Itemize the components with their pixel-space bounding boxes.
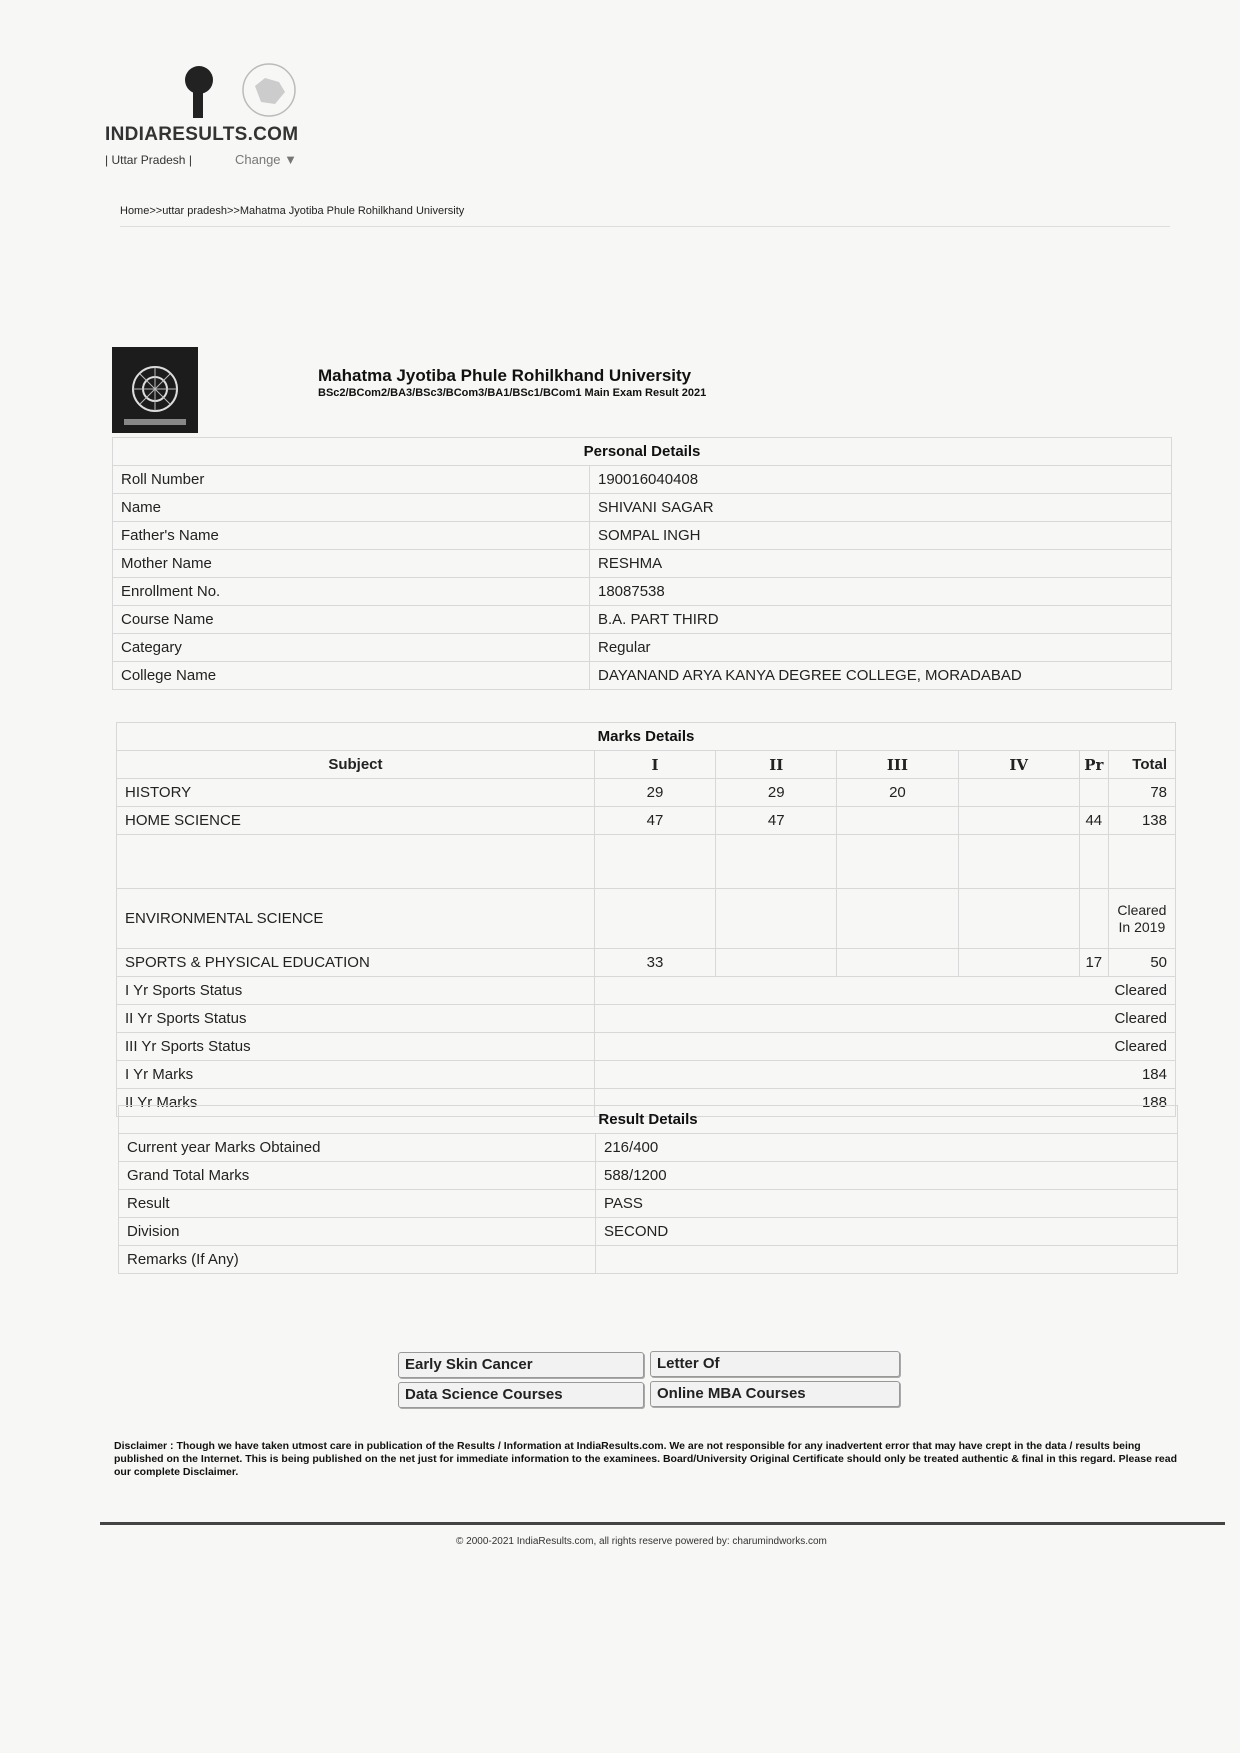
fathers-name-value: SOMPAL INGH <box>590 522 1172 550</box>
marks-total: 78 <box>1108 779 1175 807</box>
university-name: Mahatma Jyotiba Phule Rohilkhand University <box>318 366 692 385</box>
table-row <box>113 634 1172 662</box>
site-name: INDIARESULTS.COM <box>105 124 299 145</box>
table-row <box>113 662 1172 690</box>
table-row <box>117 977 1176 1005</box>
result-details-heading: Result Details <box>119 1106 1178 1134</box>
roll-number-value: 190016040408 <box>590 466 1172 494</box>
marks-iv <box>958 779 1079 807</box>
enrollment-value: 18087538 <box>590 578 1172 606</box>
marks-i: 29 <box>594 779 715 807</box>
table-row <box>113 466 1172 494</box>
result-label: Result <box>119 1190 596 1218</box>
table-row <box>117 1005 1176 1033</box>
marks-pr: 17 <box>1079 949 1108 977</box>
marks-ii <box>716 949 837 977</box>
marks-iv <box>958 835 1079 889</box>
column-header-pr: Pr <box>1079 751 1108 779</box>
table-row <box>117 1061 1176 1089</box>
name-value: SHIVANI SAGAR <box>590 494 1172 522</box>
marks-pr <box>1079 779 1108 807</box>
ad-link-early-skin-cancer[interactable]: Early Skin Cancer <box>398 1352 644 1378</box>
marks-i <box>594 835 715 889</box>
status-label: I Yr Marks <box>117 1061 595 1089</box>
marks-ii <box>716 835 837 889</box>
personal-details-heading: Personal Details <box>113 438 1172 466</box>
table-row <box>117 807 1176 835</box>
column-header-total: Total <box>1108 751 1175 779</box>
table-row <box>117 779 1176 807</box>
column-header-i: I <box>594 751 715 779</box>
mother-name-value: RESHMA <box>590 550 1172 578</box>
site-logo[interactable] <box>105 60 305 170</box>
marks-iii <box>837 949 958 977</box>
marks-total: 50 <box>1108 949 1175 977</box>
logo-mark-icon <box>177 60 237 120</box>
marks-ii: 47 <box>716 807 837 835</box>
divider <box>100 1522 1225 1525</box>
table-row <box>119 1218 1178 1246</box>
marks-iii <box>837 807 958 835</box>
marks-pr <box>1079 835 1108 889</box>
name-label: Name <box>113 494 590 522</box>
table-row <box>119 1162 1178 1190</box>
subject-name: SPORTS & PHYSICAL EDUCATION <box>117 949 595 977</box>
division-value: SECOND <box>596 1218 1178 1246</box>
status-label: II Yr Sports Status <box>117 1005 595 1033</box>
table-row <box>113 550 1172 578</box>
marks-total: Cleared In 2019 <box>1108 889 1175 949</box>
remarks-label: Remarks (If Any) <box>119 1246 596 1274</box>
status-label: I Yr Sports Status <box>117 977 595 1005</box>
marks-iii <box>837 889 958 949</box>
category-value: Regular <box>590 634 1172 662</box>
marks-iii <box>837 835 958 889</box>
ad-link-online-mba-courses[interactable]: Online MBA Courses <box>650 1381 900 1407</box>
enrollment-label: Enrollment No. <box>113 578 590 606</box>
status-value: Cleared <box>594 1033 1175 1061</box>
marks-iv <box>958 949 1079 977</box>
column-header-iv: IV <box>958 751 1079 779</box>
disclaimer-text: Disclaimer : Though we have taken utmost care in publication of the Results / Information at IndiaResults.com. We are not responsible for any inadvertent error that may have crept in the data / results being published on the Internet. This is being published on the net just for immediate information to the examinees. Board/University Original Certificate should only be treated authentic & final in this regard. Please read our complete Disclaimer. <box>114 1440 1178 1478</box>
table-row <box>113 522 1172 550</box>
university-emblem-icon <box>112 347 198 433</box>
subject-column-header: Subject <box>117 751 595 779</box>
college-name-label: College Name <box>113 662 590 690</box>
status-value: 184 <box>594 1061 1175 1089</box>
course-name-value: B.A. PART THIRD <box>590 606 1172 634</box>
state-label: | Uttar Pradesh | <box>105 153 192 167</box>
marks-i: 47 <box>594 807 715 835</box>
marks-details-heading: Marks Details <box>117 723 1176 751</box>
current-marks-label: Current year Marks Obtained <box>119 1134 596 1162</box>
marks-i <box>594 889 715 949</box>
status-value: 188 <box>594 1089 1175 1117</box>
category-label: Categary <box>113 634 590 662</box>
table-row <box>113 578 1172 606</box>
result-value: PASS <box>596 1190 1178 1218</box>
status-label: II Yr Marks <box>117 1089 595 1117</box>
marks-i: 33 <box>594 949 715 977</box>
ad-link-data-science-courses[interactable]: Data Science Courses <box>398 1382 644 1408</box>
subject-name <box>117 835 595 889</box>
table-row <box>119 1246 1178 1274</box>
marks-ii: 29 <box>716 779 837 807</box>
exam-title: BSc2/BCom2/BA3/BSc3/BCom3/BA1/BSc1/BCom1 Main Exam Result 2021 <box>318 387 707 399</box>
marks-iv <box>958 807 1079 835</box>
table-row <box>117 835 1176 889</box>
column-header-ii: II <box>716 751 837 779</box>
grand-total-value: 588/1200 <box>596 1162 1178 1190</box>
marks-details-table <box>116 722 1176 1117</box>
marks-pr <box>1079 889 1108 949</box>
breadcrumb[interactable]: Home>>uttar pradesh>>Mahatma Jyotiba Phule Rohilkhand University <box>120 205 465 217</box>
marks-total <box>1108 835 1175 889</box>
table-row <box>113 494 1172 522</box>
fathers-name-label: Father's Name <box>113 522 590 550</box>
copyright-text: © 2000-2021 IndiaResults.com, all rights reserve powered by: charumindworks.com <box>456 1536 827 1547</box>
table-row <box>119 1190 1178 1218</box>
ad-link-letter-of[interactable]: Letter Of <box>650 1351 900 1377</box>
table-row <box>113 606 1172 634</box>
table-header-row <box>117 751 1176 779</box>
subject-name: ENVIRONMENTAL SCIENCE <box>117 889 595 949</box>
column-header-iii: III <box>837 751 958 779</box>
personal-details-table <box>112 437 1172 690</box>
table-row <box>117 949 1176 977</box>
college-name-value: DAYANAND ARYA KANYA DEGREE COLLEGE, MORADABAD <box>590 662 1172 690</box>
divider <box>120 226 1170 227</box>
marks-pr: 44 <box>1079 807 1108 835</box>
status-value: Cleared <box>594 977 1175 1005</box>
remarks-value <box>596 1246 1178 1274</box>
division-label: Division <box>119 1218 596 1246</box>
table-row <box>117 1033 1176 1061</box>
status-label: III Yr Sports Status <box>117 1033 595 1061</box>
status-value: Cleared <box>594 1005 1175 1033</box>
current-marks-value: 216/400 <box>596 1134 1178 1162</box>
grand-total-label: Grand Total Marks <box>119 1162 596 1190</box>
result-details-table <box>118 1105 1178 1274</box>
marks-iii: 20 <box>837 779 958 807</box>
roll-number-label: Roll Number <box>113 466 590 494</box>
subject-name: HOME SCIENCE <box>117 807 595 835</box>
marks-ii <box>716 889 837 949</box>
change-state-link[interactable]: Change ▼ <box>235 152 298 167</box>
course-name-label: Course Name <box>113 606 590 634</box>
mother-name-label: Mother Name <box>113 550 590 578</box>
marks-total: 138 <box>1108 807 1175 835</box>
table-row <box>119 1134 1178 1162</box>
subject-name: HISTORY <box>117 779 595 807</box>
marks-iv <box>958 889 1079 949</box>
table-row <box>117 889 1176 949</box>
